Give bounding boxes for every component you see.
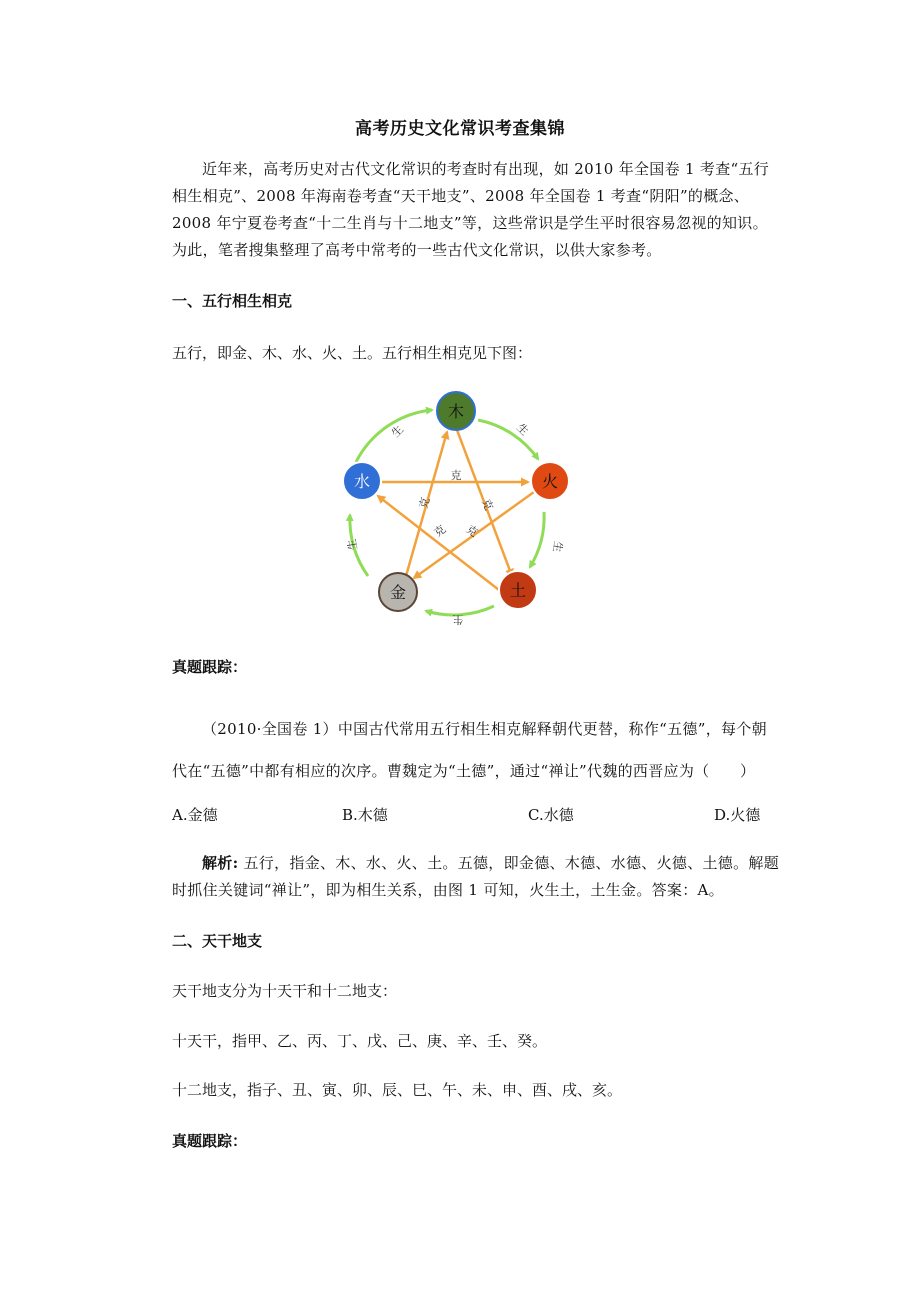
element-label-water: 水: [353, 472, 371, 491]
five-elements-diagram: [334, 384, 565, 626]
element-node-metal: [379, 573, 417, 611]
generate-label: 生: [513, 421, 531, 439]
tracking-heading-2: 真题跟踪：: [172, 1132, 248, 1150]
option-a: A.金德: [172, 806, 218, 824]
option-c: C.水德: [528, 806, 574, 824]
earthly-branches-line: 十二地支，指子、丑、寅、卯、辰、巳、午、未、申、酉、戌、亥。: [172, 1081, 623, 1099]
analysis-text: 五行，指金、木、水、火、土。五德，即金德、木德、水德、火德、土德。解题时抓住关键词“禅让”，即为相生关系，由图 1 可知，火生土，土生金。答案：A。: [172, 854, 780, 899]
heavenly-stems-line: 十天干，指甲、乙、丙、丁、戊、己、庚、辛、壬、癸。: [172, 1032, 548, 1050]
overcome-label: 克: [416, 495, 433, 511]
option-d: D.火德: [714, 806, 761, 824]
analysis-label: 解析:: [202, 854, 239, 872]
element-label-wood: 木: [447, 402, 465, 421]
overcome-label: 克: [450, 469, 462, 482]
document-title: 高考历史文化常识考查集锦: [355, 119, 565, 139]
intro-paragraph: 近年来，高考历史对古代文化常识的考查时有出现，如 2010 年全国卷 1 考查“五行相生相克”、2008 年海南卷考查“天干地支”、2008 年全国卷 1 考查“阴阳”的概念、2008 年宁夏卷考查“十二生肖与十二地支”等，这些常识是学生平时很容易忽视的知识。为此，笔者搜集整理了高考中常考的一些古代文化常识，以供大家参考。: [172, 160, 770, 259]
tracking-heading-1: 真题跟踪：: [172, 658, 248, 676]
generate-label: 生: [389, 423, 407, 441]
overcome-label: 克: [463, 522, 481, 540]
element-label-earth: 土: [509, 581, 527, 600]
section1-text: 五行，即金、木、水、火、土。五行相生相克见下图：: [172, 344, 533, 362]
option-b: B.木德: [342, 806, 388, 824]
generate-label: 生: [345, 538, 360, 552]
element-node-water: [343, 462, 381, 500]
element-label-metal: 金: [389, 583, 407, 602]
generate-label: 生: [550, 540, 565, 554]
section2-text: 天干地支分为十天干和十二地支：: [172, 982, 398, 1000]
generate-label: 生: [452, 613, 464, 626]
question1-stem: （2010·全国卷 1）中国古代常用五行相生相克解释朝代更替，称作“五德”，每个朝代在“五德”中都有相应的次序。曹魏定为“土德”，通过“禅让”代魏的西晋应为（ ）: [172, 720, 767, 780]
section2-heading: 二、天干地支: [172, 932, 263, 950]
overcome-label: 克: [479, 497, 496, 513]
analysis-paragraph: [172, 850, 782, 904]
overcome-label: 克: [431, 522, 449, 540]
element-node-fire: [531, 462, 569, 500]
element-node-earth: [499, 571, 537, 609]
element-label-fire: 火: [541, 472, 559, 491]
element-node-wood: [437, 392, 475, 430]
section1-heading: 一、五行相生相克: [172, 292, 293, 310]
generate-arrow-fire-earth: [530, 512, 544, 567]
